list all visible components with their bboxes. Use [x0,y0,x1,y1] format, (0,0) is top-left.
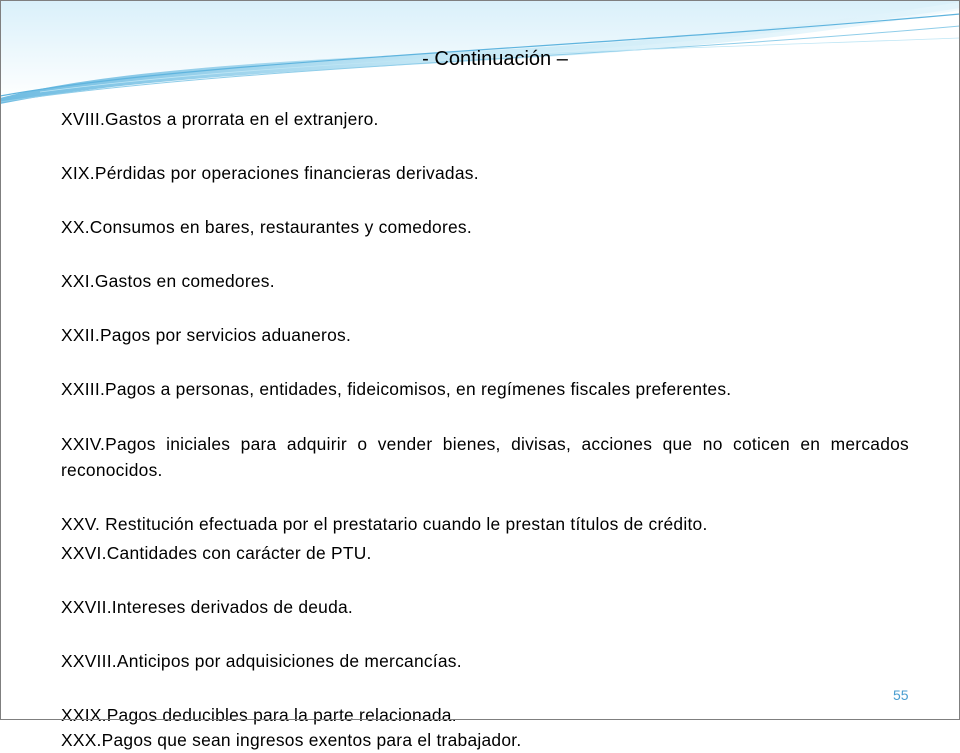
list-item: XVIII.Gastos a prorrata en el extranjero. [61,109,379,129]
list-item: XXVI.Cantidades con carácter de PTU. [61,543,372,563]
list-item: XXII.Pagos por servicios aduaneros. [61,325,352,345]
list-item: XXX.Pagos que sean ingresos exentos para el trabajador. [61,730,522,750]
list-item: XXIX.Pagos deducibles para la parte relacionada. [61,705,457,725]
list-item: XIX.Pérdidas por operaciones financieras derivadas. [61,163,479,183]
list-item: XXI.Gastos en comedores. [61,271,275,291]
list-item: XXVIII.Anticipos por adquisiciones de mercancías. [61,651,462,671]
list-item: XXVII.Intereses derivados de deuda. [61,597,354,617]
page-number: 55 [893,687,909,703]
list-item: XXV. Restitución efectuada por el prestatario cuando le prestan títulos de crédito. [61,514,708,534]
slide-title: - Continuación – [422,48,568,70]
deductions-list [61,107,909,753]
list-item: XX.Consumos en bares, restaurantes y comedores. [61,217,472,237]
list-item: XXIII.Pagos a personas, entidades, fideicomisos, en regímenes fiscales preferentes. [61,379,732,399]
list-item: XXIV.Pagos iniciales para adquirir o vender bienes, divisas, acciones que no coticen en mercados reconocidos. [61,434,909,480]
